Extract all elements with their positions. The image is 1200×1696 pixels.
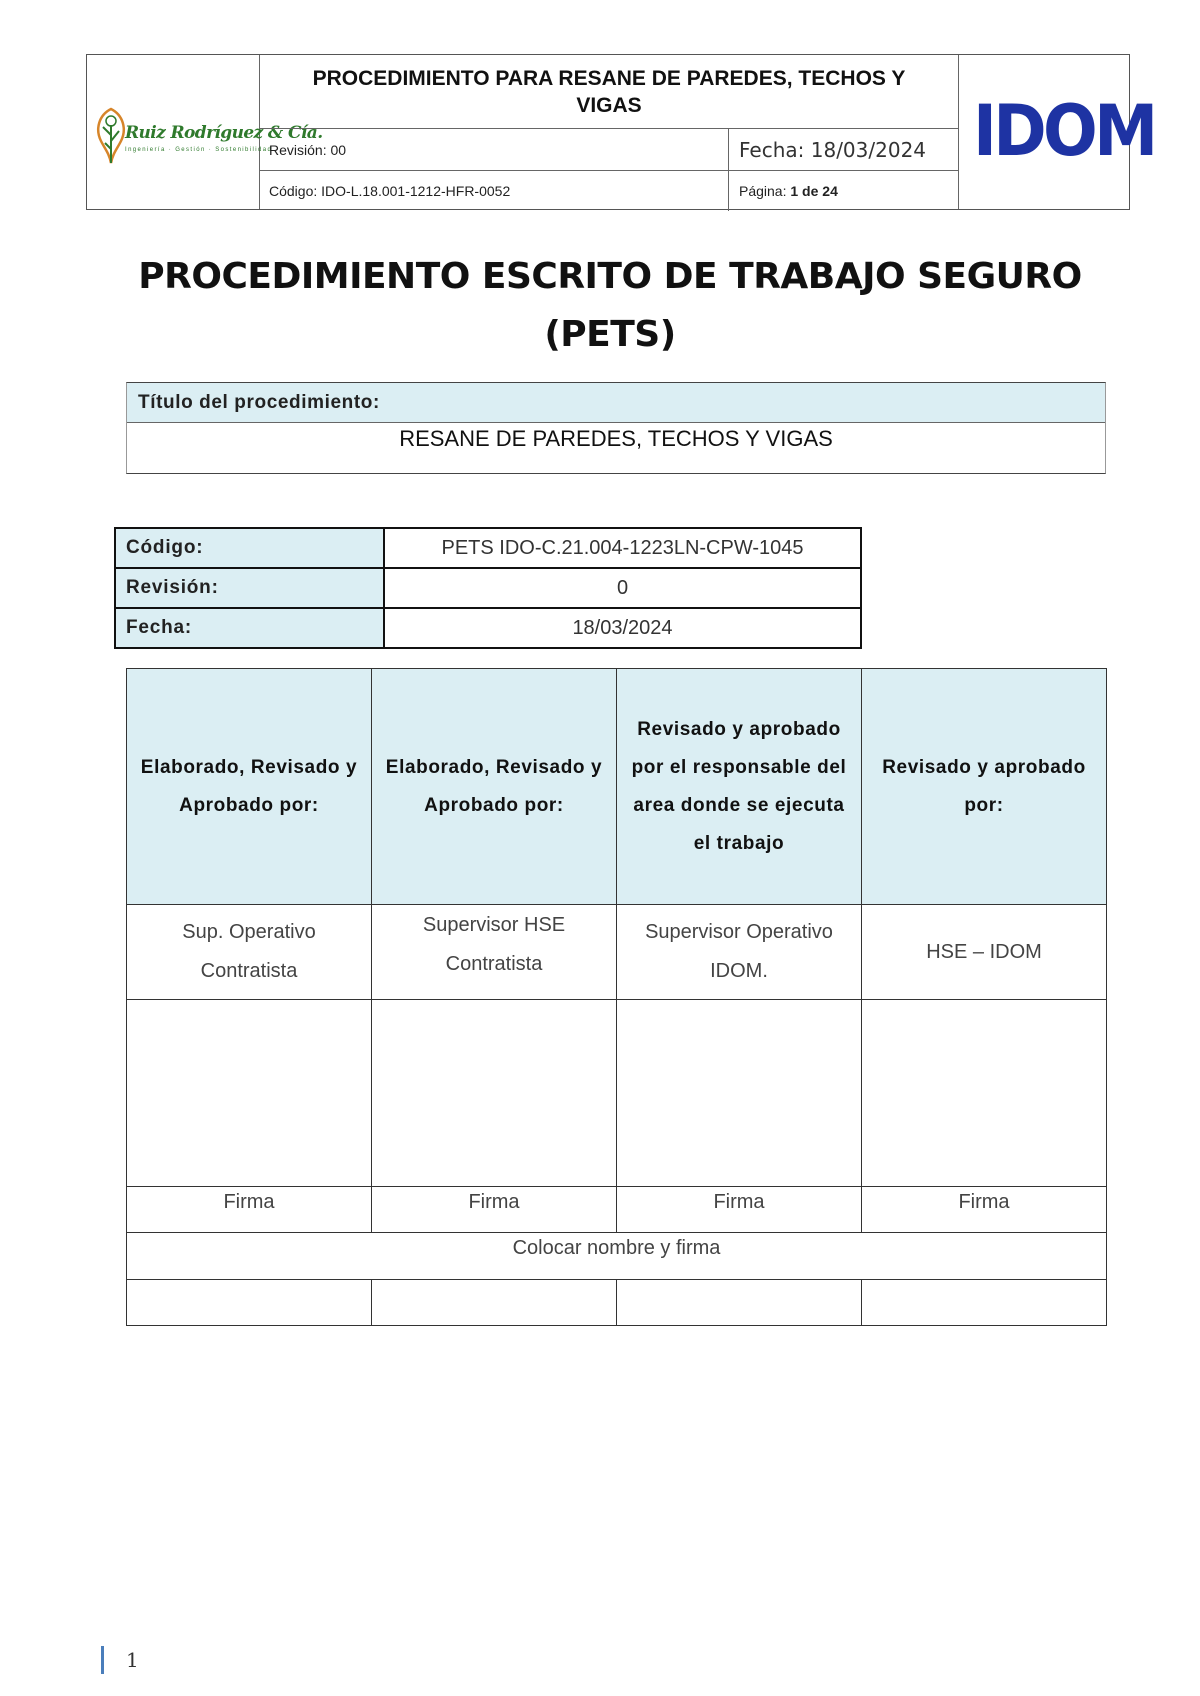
empty-cell[interactable] [127,1280,372,1326]
company-logo-tagline: Ingeniería · Gestión · Sostenibilidad [125,147,273,153]
approval-note: Colocar nombre y firma [127,1233,1107,1280]
signature-cell[interactable] [617,1000,862,1187]
header-fecha-cell [729,129,959,170]
info-row [115,568,861,608]
tree-logo-icon [93,105,129,167]
header-pagina [739,183,838,199]
approval-name-cell: Supervisor Operativo IDOM. [617,905,862,1000]
approval-header-row [127,669,1107,905]
approval-header-cell: Elaborado, Revisado y Aprobado por: [127,669,372,905]
empty-cell[interactable] [862,1280,1107,1326]
empty-cell[interactable] [372,1280,617,1326]
idom-logo: IDOM [973,90,1155,172]
firma-label: Firma [372,1187,617,1233]
info-table [114,527,862,649]
signature-cell[interactable] [372,1000,617,1187]
approval-header-cell: Elaborado, Revisado y Aprobado por: [372,669,617,905]
info-row [115,608,861,648]
info-key: Revisión: [115,568,384,608]
signature-cell[interactable] [862,1000,1107,1187]
company-logo-text: Ruiz Rodríguez & Cía. [125,123,323,143]
firma-label: Firma [862,1187,1107,1233]
note-row [127,1233,1107,1280]
approval-header-cell: Revisado y aprobado por el responsable del area donde se ejecuta el trabajo [617,669,862,905]
pagina-prefix: Página: [739,182,791,199]
empty-cell[interactable] [617,1280,862,1326]
header-title: PROCEDIMIENTO PARA RESANE DE PAREDES, TECHOS Y VIGAS [259,55,959,129]
pagina-value: 1 de 24 [790,182,838,199]
page-title [110,248,1110,364]
info-value: 18/03/2024 [384,608,861,648]
firma-label: Firma [127,1187,372,1233]
idom-logo-cell [958,55,1155,209]
approval-names-row [127,905,1107,1000]
header-codigo: Código: IDO-L.18.001-1212-HFR-0052 [259,170,729,211]
procedure-title-value: RESANE DE PAREDES, TECHOS Y VIGAS [399,426,833,451]
approval-name-cell: Sup. Operativo Contratista [127,905,372,1000]
procedure-title-box [126,382,1106,474]
signature-row [127,1000,1107,1187]
approval-header-cell: Revisado y aprobado por: [862,669,1107,905]
info-value: PETS IDO-C.21.004-1223LN-CPW-1045 [384,528,861,568]
empty-row [127,1280,1107,1326]
header-row-codigo [259,170,959,211]
page-title-line2: (PETS) [544,314,676,355]
document-header [86,54,1155,210]
approval-name-cell [372,905,617,1000]
procedure-title-label: Título del procedimiento: [127,383,1105,423]
info-key: Fecha: [115,608,384,648]
approval-name: Supervisor HSE Contratista [422,914,566,975]
info-value: 0 [384,568,861,608]
header-revision: Revisión: 00 [259,129,729,170]
header-row-revision [259,129,959,171]
page-title-line1: PROCEDIMIENTO ESCRITO DE TRABAJO SEGURO [138,256,1082,297]
info-key: Código: [115,528,384,568]
header-pagina-cell [729,170,959,211]
page-number: 1 [126,1648,139,1672]
firma-label: Firma [617,1187,862,1233]
signature-cell[interactable] [127,1000,372,1187]
info-row [115,528,861,568]
firma-row [127,1187,1107,1233]
approval-name-cell: HSE – IDOM [862,905,1107,1000]
page-number-bar [101,1646,104,1674]
header-fecha: Fecha: 18/03/2024 [739,137,927,162]
approval-table [126,668,1107,1326]
